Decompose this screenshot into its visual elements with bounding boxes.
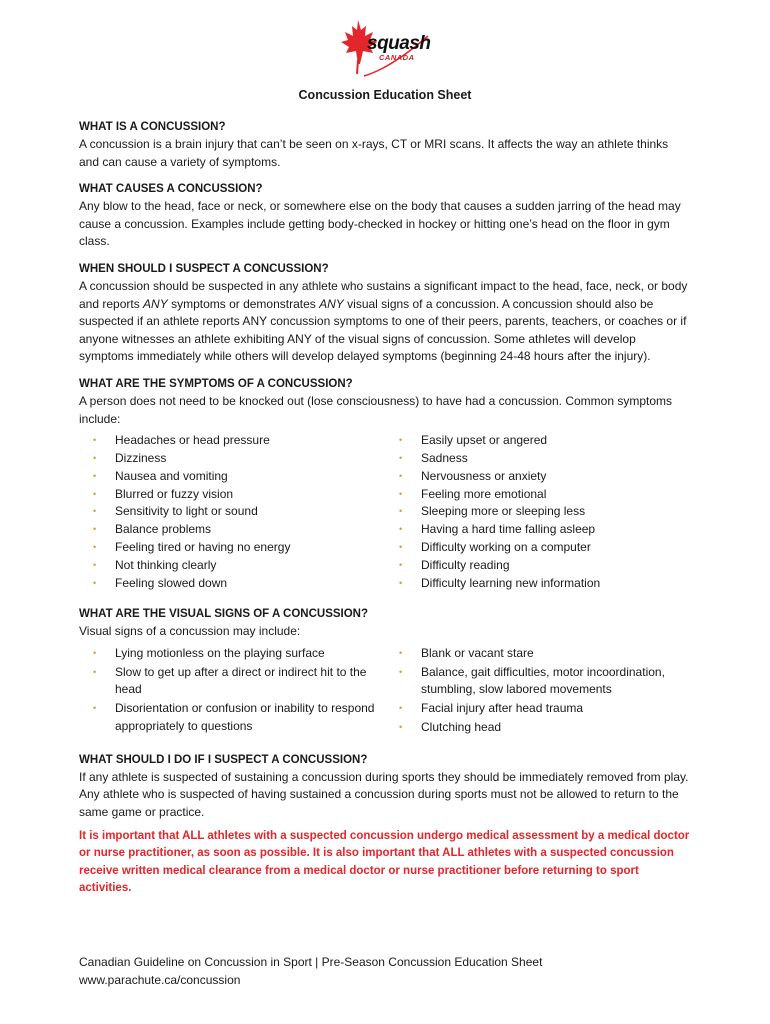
list-item-text: Lying motionless on the playing surface bbox=[115, 645, 325, 660]
list-item-text: Nervousness or anxiety bbox=[421, 468, 547, 483]
section-heading: WHAT ARE THE VISUAL SIGNS OF A CONCUSSION? bbox=[79, 608, 368, 621]
list-item bbox=[385, 468, 691, 486]
symptoms-columns bbox=[79, 432, 691, 592]
bullet-icon: • bbox=[399, 524, 403, 535]
bullet-icon: • bbox=[399, 506, 403, 517]
section-text: Visual signs of a concussion may include: bbox=[79, 624, 301, 639]
logo-wordmark: squash bbox=[367, 33, 431, 54]
list-item-text: Disorientation or confusion or inability to respond appropriately to questions bbox=[115, 701, 375, 734]
bullet-icon: • bbox=[399, 722, 403, 733]
bullet-icon: • bbox=[399, 666, 403, 677]
list-item-text: Feeling more emotional bbox=[421, 486, 547, 501]
section-symptoms bbox=[79, 376, 691, 592]
visual-right-column bbox=[385, 645, 691, 738]
list-item bbox=[79, 557, 385, 575]
list-item-text: Feeling slowed down bbox=[115, 575, 228, 590]
bullet-icon: • bbox=[399, 577, 403, 588]
list-item bbox=[79, 575, 385, 593]
bullet-icon: • bbox=[399, 647, 403, 658]
section-text: A concussion is a brain injury that can’t be seen on x-rays, CT or MRI scans. It affects the way an athlete thinks and can cause a variety of symptoms. bbox=[79, 137, 669, 169]
list-item-text: Sensitivity to light or sound bbox=[115, 504, 258, 519]
footer-link[interactable]: www.parachute.ca/concussion bbox=[79, 973, 241, 987]
section-text: If any athlete is suspected of sustaining a concussion during sports they should be immediately removed from play. Any athlete who is suspected of having sustained a concussion during sports must not be allowed to return to the same game or practice. bbox=[79, 769, 689, 820]
section-causes bbox=[79, 181, 691, 251]
list-item-text: Having a hard time falling asleep bbox=[421, 522, 596, 537]
medical-warning: It is important that ALL athletes with a suspected concussion undergo medical assessment by a medical doctor or nurse practitioner, as soon as possible. It is also important that ALL athletes with a suspected concussion receive written medical clearance from a medical doctor or nurse practitioner before returning to sport activities. bbox=[79, 829, 690, 895]
list-item-text: Balance problems bbox=[115, 522, 212, 537]
list-item bbox=[385, 486, 691, 504]
bullet-icon: • bbox=[399, 703, 403, 714]
list-item-text: Difficulty learning new information bbox=[421, 575, 601, 590]
bullet-icon: • bbox=[399, 488, 403, 499]
list-item bbox=[79, 664, 385, 700]
text-run: symptoms or demonstrates bbox=[167, 296, 320, 311]
list-item bbox=[385, 664, 691, 700]
bullet-icon: • bbox=[93, 452, 97, 463]
list-item-text: Balance, gait difficulties, motor incoordination, stumbling, slow labored movements bbox=[421, 664, 665, 697]
list-item-text: Sadness bbox=[421, 450, 468, 465]
section-action bbox=[79, 752, 691, 898]
bullet-icon: • bbox=[399, 435, 403, 446]
list-item-text: Easily upset or angered bbox=[421, 433, 548, 448]
list-item bbox=[79, 503, 385, 521]
text-run: A concussion should be suspected in any athlete who sustains a significant impact to the head, face, neck, or body and reports bbox=[79, 278, 688, 311]
list-item-text: Difficulty working on a computer bbox=[421, 539, 591, 554]
list-item bbox=[79, 700, 385, 736]
list-item bbox=[79, 645, 385, 663]
list-item-text: Clutching head bbox=[421, 720, 502, 735]
visual-left-column bbox=[79, 645, 385, 738]
bullet-icon: • bbox=[93, 488, 97, 499]
section-text: Any blow to the head, face or neck, or somewhere else on the body that causes a sudden jarring of the head may cause a concussion. Examples include getting body-checked in hockey or hitting one’s head on the floor in gym class. bbox=[79, 199, 681, 249]
footer-guideline: Canadian Guideline on Concussion in Sport | Pre-Season Concussion Education Sheet bbox=[79, 955, 543, 969]
section-heading: WHAT ARE THE SYMPTOMS OF A CONCUSSION? bbox=[79, 377, 353, 390]
section-text: A person does not need to be knocked out (lose consciousness) to have had a concussion. Common symptoms include: bbox=[79, 393, 673, 426]
section-heading: WHEN SHOULD I SUSPECT A CONCUSSION? bbox=[79, 262, 329, 275]
document-body bbox=[79, 119, 691, 908]
list-item-text: Sleeping more or sleeping less bbox=[421, 504, 586, 519]
footer bbox=[79, 953, 691, 989]
list-item-text: Difficulty reading bbox=[421, 557, 510, 572]
list-item-text: Slow to get up after a direct or indirect hit to the head bbox=[115, 664, 367, 697]
section-suspect bbox=[79, 261, 691, 366]
list-item bbox=[79, 468, 385, 486]
list-item bbox=[385, 700, 691, 718]
visual-signs-columns bbox=[79, 645, 691, 738]
list-item-text: Nausea and vomiting bbox=[115, 468, 228, 483]
emphasis-any: ANY bbox=[143, 296, 168, 311]
list-item bbox=[385, 557, 691, 575]
bullet-icon: • bbox=[93, 703, 97, 714]
list-item-text: Facial injury after head trauma bbox=[421, 701, 584, 716]
list-item-text: Dizziness bbox=[115, 450, 167, 465]
list-item bbox=[385, 645, 691, 663]
list-item bbox=[385, 503, 691, 521]
list-item bbox=[79, 539, 385, 557]
list-item bbox=[79, 486, 385, 504]
section-visual bbox=[79, 606, 691, 738]
bullet-icon: • bbox=[93, 435, 97, 446]
section-what bbox=[79, 119, 691, 171]
emphasis-any: ANY bbox=[319, 296, 344, 311]
bullet-icon: • bbox=[93, 506, 97, 517]
squash-canada-logo bbox=[336, 18, 432, 80]
list-item-text: Blurred or fuzzy vision bbox=[115, 486, 234, 501]
list-item-text: Blank or vacant stare bbox=[421, 645, 534, 660]
page-title: Concussion Education Sheet bbox=[298, 88, 472, 102]
bullet-icon: • bbox=[93, 559, 97, 570]
bullet-icon: • bbox=[399, 452, 403, 463]
bullet-icon: • bbox=[399, 559, 403, 570]
logo-subtext: CANADA bbox=[379, 53, 415, 62]
bullet-icon: • bbox=[93, 647, 97, 658]
list-item-text: Not thinking clearly bbox=[115, 557, 217, 572]
symptoms-left-column bbox=[79, 432, 385, 592]
list-item-text: Headaches or head pressure bbox=[115, 433, 270, 448]
list-item bbox=[385, 521, 691, 539]
list-item bbox=[385, 432, 691, 450]
bullet-icon: • bbox=[93, 541, 97, 552]
section-heading: WHAT SHOULD I DO IF I SUSPECT A CONCUSSION? bbox=[79, 753, 368, 766]
list-item-text: Feeling tired or having no energy bbox=[115, 539, 291, 554]
list-item bbox=[79, 432, 385, 450]
bullet-icon: • bbox=[93, 577, 97, 588]
bullet-icon: • bbox=[93, 524, 97, 535]
section-heading: WHAT IS A CONCUSSION? bbox=[79, 121, 226, 133]
bullet-icon: • bbox=[399, 541, 403, 552]
list-item bbox=[385, 575, 691, 593]
bullet-icon: • bbox=[93, 666, 97, 677]
bullet-icon: • bbox=[93, 470, 97, 481]
symptoms-right-column bbox=[385, 432, 691, 592]
list-item bbox=[385, 539, 691, 557]
section-heading: WHAT CAUSES A CONCUSSION? bbox=[79, 183, 263, 196]
bullet-icon: • bbox=[399, 470, 403, 481]
text-run: visual signs of a concussion. A concussion should also be suspected if an athlete reports ANY concussion symptoms to one of their peers, parents, teachers, or coaches or if anyone witnesses an athlete exhibiting ANY of the visual signs of concussion. Some athletes will develop symptoms immediately while others will develop delayed symptoms (beginning 24-48 hours after the injury). bbox=[79, 296, 687, 364]
list-item bbox=[385, 719, 691, 737]
list-item bbox=[385, 450, 691, 468]
list-item bbox=[79, 450, 385, 468]
list-item bbox=[79, 521, 385, 539]
section-text bbox=[79, 278, 691, 366]
